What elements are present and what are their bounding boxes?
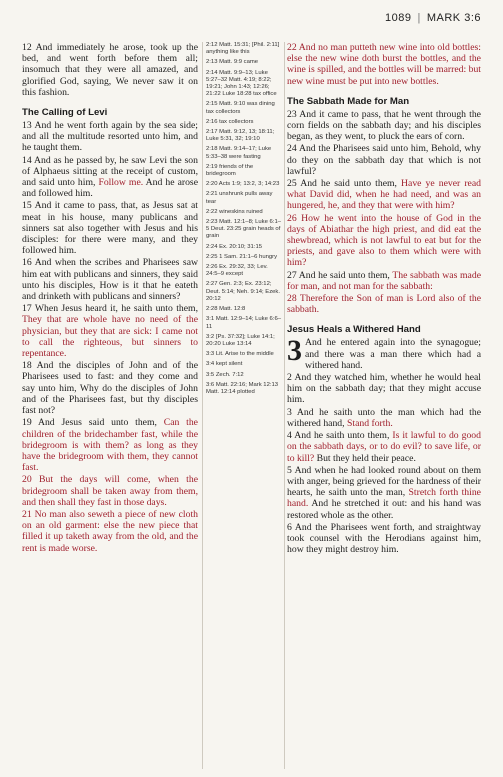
verse: 28 Therefore the Son of man is Lord also of the sabbath. [287,293,481,316]
right-text-column [287,42,481,556]
verse: 6 And the Pharisees went forth, and straightway took counsel with the Herodians against him, how they might destroy him. [287,521,481,556]
words-of-jesus: Have ye never read what David did, when he had need, and was an hungered, he, and they that were with him? [287,178,482,212]
verse [22,155,198,200]
verse [287,178,481,212]
cross-reference-note: 2:22 wineskins ruined [206,208,263,215]
cross-reference-note: 3:1 Matt. 12:9–14; Luke 6:6–11 [206,316,281,330]
verse-text: 4 And he saith unto them, [287,430,393,442]
verse-text: 19 And Jesus said unto them, [22,417,164,429]
cross-reference-note: 2:20 Acts 1:9; 13:2, 3; 14:23 [206,181,280,188]
verse [22,417,198,473]
cross-reference-note: 2:14 Matt. 9:9–13; Luke 5:27–32 Matt. 4:19; 8:22; 19:21; John 1:43; 12:26; 21:22 Luke 18:28 tax office [206,69,277,98]
verse-text: And he entered again into the synagogue; and there was a man there which had a withered hand. [305,337,481,371]
words-of-jesus: The sabbath was made for man, and not man for the sabbath: [287,269,481,292]
cross-reference-note: 2:27 Gen. 2:3; Ex. 23:12; Deut. 5:14; Neh. 9:14; Ezek. 20:12 [206,281,281,302]
cross-reference-note: 2:24 Ex. 20:10; 31:15 [206,243,263,250]
section-heading: The Calling of Levi [22,107,108,119]
verse-text: 3 And he saith unto the man which had the withered hand, [287,406,481,429]
page-header: 1089 | MARK 3:6 [385,12,481,24]
words-of-jesus: Can the children of the bridechamber fast, while the bridegroom is with them? as long as they have the bridegroom with them, they cannot fast. [22,417,198,474]
verse: 18 And the disciples of John and of the Pharisees used to fast: and they come and say unto him, Why do the disciples of John and of the Pharisees fast, but thy disciples fast not? [22,360,198,417]
cross-reference-note: 2:19 friends of the bridegroom [206,163,254,178]
verse: 26 How he went into the house of God in the days of Abiathar the high priest, and did eat the shewbread, which is not lawful to eat but for the priests, and gave also to them which were with him? [287,212,481,269]
cross-reference-note: 2:13 Matt. 9:9 came [206,59,259,66]
verse: 15 And it came to pass, that, as Jesus sat at meat in his house, many publicans and sinners sat also together with Jesus and his disciples: for there were many, and they followed him. [22,200,198,257]
verse: 23 And it came to pass, that he went through the corn fields on the sabbath day; and his disciples began, as they went, to pluck the ears of corn. [287,108,481,143]
verse: 20 But the days will come, when the bridegroom shall be taken away from them, and then shall they fast in those days. [22,474,198,508]
cross-reference-note: 2:18 Matt. 9:14–17; Luke 5:33–38 were fasting [206,146,272,160]
verse [22,303,198,359]
cross-reference-note: 3:2 [Ps. 37:32]; Luke 14:1; 20:20 Luke 13:14 [206,333,275,347]
verse-text: And he arose and followed him. [22,177,199,200]
verse: 13 And he went forth again by the sea side; and all the multitude resorted unto him, and he taught them. [22,120,198,154]
cross-reference-note: 3:6 Matt. 22:16; Mark 12:13 Matt. 12:14 plotted [206,381,279,395]
verse [287,430,481,464]
cross-reference-note: 2:25 1 Sam. 21:1–6 hungry [206,253,278,260]
words-of-jesus: Stand forth. [347,417,393,429]
verse-text: 27 And he said unto them, [287,269,393,281]
cross-reference-note: 2:28 Matt. 12:8 [206,306,246,313]
words-of-jesus: They that are whole have no need of the physician, but they that are sick: I came not to call the righteous, but sinners to repentance. [22,314,198,360]
cross-reference-column [206,42,282,399]
chapter-dropcap: 3 [287,334,302,368]
verse [287,270,481,292]
verse [287,334,481,371]
words-of-jesus: Follow me. [98,177,144,189]
verse: 22 And no man putteth new wine into old bottles: else the new wine doth burst the bottles, and the wine is spilled, and the bottles will be marred: but new wine must be put into new bottles. [287,42,481,87]
cross-reference-note: 2:21 unshrunk pulls away tear [206,191,273,205]
left-text-column [22,42,198,555]
verse-text: And he stretched it out: and his hand was restored whole as the other. [287,498,481,521]
verse: 21 No man also seweth a piece of new cloth on an old garment: else the new piece that filled it up taketh away from the old, and the rent is made worse. [22,508,198,554]
verse: 2 And they watched him, whether he would heal him on the sabbath day; that they might accuse him. [287,372,481,406]
cross-reference-note: 2:26 Ex. 29:32, 33; Lev. 24:5–9 except [206,264,268,278]
cross-reference-note: 3:5 Zech. 7:12 [206,371,244,378]
verse-text: 14 And as he passed by, he saw Levi the son of Alphaeus sitting at the receipt of custom, and said unto him, [22,154,198,189]
cross-reference-note: 2:16 tax collectors [206,118,254,125]
verse: 16 And when the scribes and Pharisees saw him eat with publicans and sinners, they said unto his disciples, How is it that he eateth and drinketh with publicans and sinners? [22,257,198,303]
words-of-jesus: Stretch forth thine hand. [287,487,481,510]
cross-reference-note: 2:15 Matt. 9:10 was dining tax collectors [206,101,275,115]
column-divider [202,42,203,769]
verse-text: 17 When Jesus heard it, he saith unto them, [22,303,198,315]
section-heading: The Sabbath Made for Man [287,95,410,107]
verse-text: But they held their peace. [314,452,416,464]
cross-reference-note: 2:23 Matt. 12:1–8; Luke 6:1–5 Deut. 23:25 grain heads of grain [206,219,281,240]
page-number: 1089 [385,12,412,24]
section-heading: Jesus Heals a Withered Hand [287,324,421,336]
verse [287,465,481,521]
cross-reference-note: 3:4 kept silent [206,361,243,368]
verse: 24 And the Pharisees said unto him, Behold, why do they on the sabbath day that which is not lawful? [287,143,481,177]
verse: 12 And immediately he arose, took up the bed, and went forth before them all; insomuch that they were all amazed, and glorified God, saying, We never saw it on this fashion. [22,42,198,98]
chapter-reference: MARK 3:6 [426,12,481,24]
cross-reference-note: 2:12 Matt. 15:31; [Phil. 2:11] anything like this [206,42,280,56]
column-divider [284,42,285,769]
cross-reference-note: 3:3 Lit. Arise to the middle [206,351,274,358]
cross-reference-note: 2:17 Matt. 9:12, 13; 18:11; Luke 5:31, 32; 19:10 [206,129,275,143]
verse [287,407,481,429]
words-of-jesus: Is it lawful to do good on the sabbath days, or to do evil? to save life, or to kill? [287,430,481,464]
verse-text: 5 And when he had looked round about on them with anger, being grieved for the hardness of their hearts, he saith unto the man, [287,464,481,499]
verse-text: 25 And he said unto them, [287,178,402,190]
